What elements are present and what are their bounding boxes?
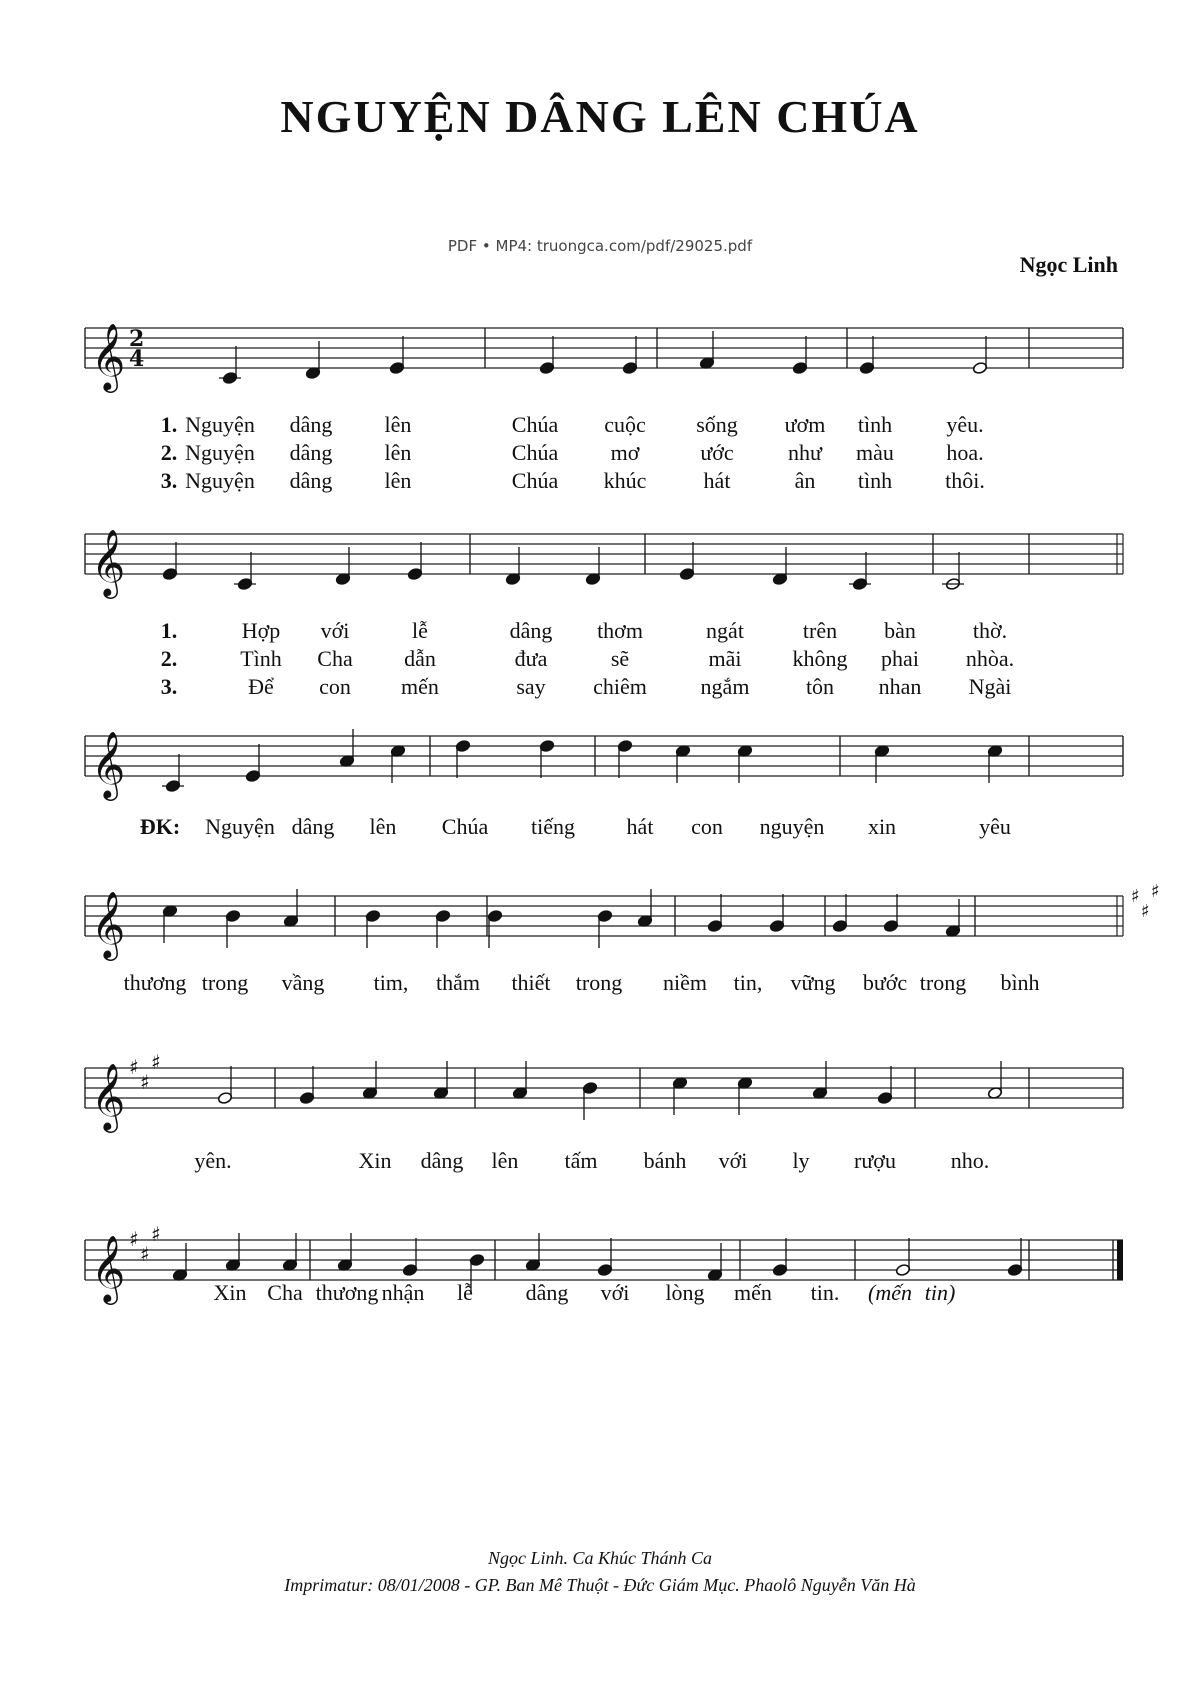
lyric-syllable: mến <box>734 1280 772 1305</box>
lyric-syllable: con <box>691 814 723 839</box>
staff <box>85 1040 1125 1140</box>
lyric-syllable: sẽ <box>610 646 630 671</box>
staff <box>85 506 1125 606</box>
staff <box>85 868 1160 968</box>
lyric-line <box>85 1148 1125 1178</box>
lyric-syllable: hoa. <box>946 440 984 465</box>
lyric-line <box>85 1280 1125 1310</box>
lyric-syllable: (mến <box>868 1280 912 1305</box>
music-system-5 <box>85 1040 1125 1173</box>
verse-label: 2. <box>160 646 178 671</box>
lyric-syllable: Nguyện <box>205 814 275 839</box>
lyric-syllable: lên <box>491 1148 519 1173</box>
lyric-syllable: thắm <box>436 970 480 995</box>
staff <box>85 300 1125 400</box>
lyric-line <box>85 814 1125 844</box>
lyric-syllable: Chúa <box>511 468 559 493</box>
lyric-syllable: mãi <box>708 646 742 671</box>
sharp-icon: ♯ <box>1131 886 1140 907</box>
lyric-syllable: Chúa <box>441 814 489 839</box>
lyric-syllable: ngắm <box>700 674 750 699</box>
lyric-syllable: nhòa. <box>965 646 1015 671</box>
lyric-syllable: trong <box>575 970 623 995</box>
lyric-line <box>85 412 1125 442</box>
lyric-syllable: Xin <box>213 1280 247 1305</box>
lyric-syllable: vầng <box>281 970 325 995</box>
lyric-syllable: tiếng <box>531 814 575 839</box>
sharp-icon: ♯ <box>151 1050 161 1074</box>
lyric-syllable: dâng <box>291 814 335 839</box>
lyric-syllable: bình <box>1000 970 1040 995</box>
lyric-syllable: Hợp <box>241 618 281 643</box>
lyric-syllable: lễ <box>412 618 428 643</box>
verse-label: 3. <box>160 674 178 699</box>
lyric-syllable: Nguyện <box>185 440 255 465</box>
lyric-syllable: Chúa <box>511 412 559 437</box>
verse-label: ĐK: <box>139 814 181 839</box>
music-system-1 <box>85 300 1125 493</box>
music-system-6 <box>85 1212 1125 1322</box>
lyric-line <box>85 618 1125 648</box>
lyric-syllable: nhận <box>381 1280 425 1305</box>
lyric-syllable: như <box>788 440 822 465</box>
lyric-syllable: Ngài <box>968 674 1012 699</box>
lyric-syllable: nguyện <box>759 814 825 839</box>
lyric-syllable: bước <box>862 970 908 995</box>
lyric-syllable: cuộc <box>604 412 646 437</box>
final-bar-thick <box>1117 1240 1123 1280</box>
time-signature-top: 2 <box>129 326 145 352</box>
lyric-line <box>85 440 1125 470</box>
lyric-syllable: dâng <box>420 1148 464 1173</box>
lyric-syllable: Để <box>248 674 274 699</box>
lyric-syllable: lên <box>384 440 412 465</box>
sharp-icon: ♯ <box>1141 901 1150 922</box>
lyric-syllable: lễ <box>457 1280 473 1305</box>
treble-clef-icon: 𝄞 <box>91 890 126 958</box>
time-signature-bottom: 4 <box>129 346 145 372</box>
lyric-syllable: bánh <box>643 1148 687 1173</box>
lyric-syllable: vững <box>790 970 836 995</box>
lyric-syllable: mơ <box>610 440 640 465</box>
lyric-syllable: dâng <box>289 468 333 493</box>
lyric-syllable: mến <box>401 674 439 699</box>
lyric-syllable: ly <box>792 1148 810 1173</box>
lyric-syllable: yêu <box>979 814 1011 839</box>
treble-clef-icon: 𝄞 <box>91 730 126 798</box>
sharp-icon: ♯ <box>1151 881 1160 902</box>
verse-label: 1. <box>160 412 178 437</box>
lyric-syllable: đưa <box>514 646 548 671</box>
sharp-icon: ♯ <box>140 1070 150 1094</box>
lyric-syllable: lòng <box>665 1280 705 1305</box>
lyric-syllable: Cha <box>267 1280 303 1305</box>
footer-credit: Ngọc Linh. Ca Khúc Thánh Ca <box>487 1548 713 1568</box>
sharp-icon: ♯ <box>151 1222 161 1246</box>
lyric-syllable: hát <box>626 814 654 839</box>
lyric-syllable: tin. <box>810 1280 840 1305</box>
lyric-syllable: với <box>718 1148 748 1173</box>
lyric-syllable: tấm <box>564 1148 598 1173</box>
treble-clef-icon: 𝄞 <box>91 322 126 390</box>
lyric-syllable: bàn <box>884 618 916 643</box>
lyric-syllable: xin <box>867 814 897 839</box>
lyric-syllable: với <box>320 618 350 643</box>
treble-clef-icon: 𝄞 <box>91 1062 126 1130</box>
lyric-syllable: rượu <box>854 1148 896 1173</box>
lyric-syllable: hát <box>703 468 731 493</box>
lyric-syllable: Tình <box>240 646 282 671</box>
lyric-syllable: thương <box>315 1280 379 1305</box>
lyric-syllable: yên. <box>194 1148 232 1173</box>
lyric-syllable: dẫn <box>404 646 436 671</box>
music-system-2 <box>85 506 1125 699</box>
lyric-syllable: ước <box>700 440 734 465</box>
lyric-syllable: tin) <box>924 1280 956 1305</box>
lyric-syllable: con <box>319 674 351 699</box>
sharp-icon: ♯ <box>140 1242 150 1266</box>
lyric-syllable: Chúa <box>511 440 559 465</box>
lyric-syllable: thôi. <box>945 468 985 493</box>
lyric-syllable: với <box>600 1280 630 1305</box>
lyric-syllable: dâng <box>525 1280 569 1305</box>
music-system-3-refrain <box>85 708 1125 839</box>
lyric-syllable: niềm <box>663 970 707 995</box>
lyric-syllable: tình <box>857 468 893 493</box>
lyric-syllable: không <box>792 646 848 671</box>
lyric-line <box>85 970 1125 1000</box>
lyric-syllable: ươm <box>784 412 826 437</box>
lyric-syllable: say <box>516 674 546 699</box>
lyric-syllable: trên <box>802 618 838 643</box>
lyric-syllable: yêu. <box>946 412 984 437</box>
lyric-syllable: Cha <box>317 646 353 671</box>
sharp-icon: ♯ <box>129 1055 139 1079</box>
lyric-syllable: tin, <box>733 970 763 995</box>
lyric-syllable: thờ. <box>972 618 1008 643</box>
lyric-syllable: thương <box>123 970 187 995</box>
lyric-syllable: ngát <box>706 618 744 643</box>
lyric-syllable: Nguyện <box>185 412 255 437</box>
lyric-syllable: dâng <box>509 618 553 643</box>
lyric-syllable: tôn <box>805 674 835 699</box>
verse-label: 3. <box>160 468 178 493</box>
lyric-syllable: ân <box>794 468 816 493</box>
lyric-syllable: khúc <box>603 468 647 493</box>
staff <box>85 708 1125 808</box>
lyric-syllable: sống <box>696 412 738 437</box>
lyric-line <box>85 468 1125 498</box>
lyric-syllable: tim, <box>373 970 409 995</box>
verse-label: 2. <box>160 440 178 465</box>
song-title: NGUYỆN DÂNG LÊN CHÚA <box>280 91 920 142</box>
lyric-syllable: phai <box>881 646 919 671</box>
music-system-4 <box>85 868 1160 995</box>
lyric-syllable: nho. <box>950 1148 990 1173</box>
lyric-syllable: màu <box>856 440 894 465</box>
lyric-syllable: tình <box>857 412 893 437</box>
source-link[interactable]: PDF • MP4: truongca.com/pdf/29025.pdf <box>447 237 753 255</box>
lyric-syllable: trong <box>919 970 967 995</box>
verse-label: 1. <box>160 618 178 643</box>
composer-name: Ngọc Linh <box>1019 252 1118 277</box>
treble-clef-icon: 𝄞 <box>91 1234 126 1302</box>
lyric-syllable: nhan <box>878 674 922 699</box>
lyric-syllable: chiêm <box>593 674 647 699</box>
lyric-syllable: Nguyện <box>185 468 255 493</box>
treble-clef-icon: 𝄞 <box>91 528 126 596</box>
lyric-syllable: lên <box>369 814 397 839</box>
lyric-syllable: thiết <box>511 970 551 995</box>
lyric-syllable: dâng <box>289 440 333 465</box>
lyric-syllable: dâng <box>289 412 333 437</box>
lyric-line <box>85 646 1125 676</box>
lyric-syllable: Xin <box>358 1148 392 1173</box>
lyric-syllable: trong <box>201 970 249 995</box>
lyric-syllable: lên <box>384 412 412 437</box>
lyric-syllable: lên <box>384 468 412 493</box>
lyric-syllable: thơm <box>597 618 643 643</box>
sharp-icon: ♯ <box>129 1227 139 1251</box>
lyric-line <box>85 674 1125 704</box>
footer-imprimatur: Imprimatur: 08/01/2008 - GP. Ban Mê Thuột - Đức Giám Mục. Phaolô Nguyễn Văn Hà <box>284 1575 916 1595</box>
